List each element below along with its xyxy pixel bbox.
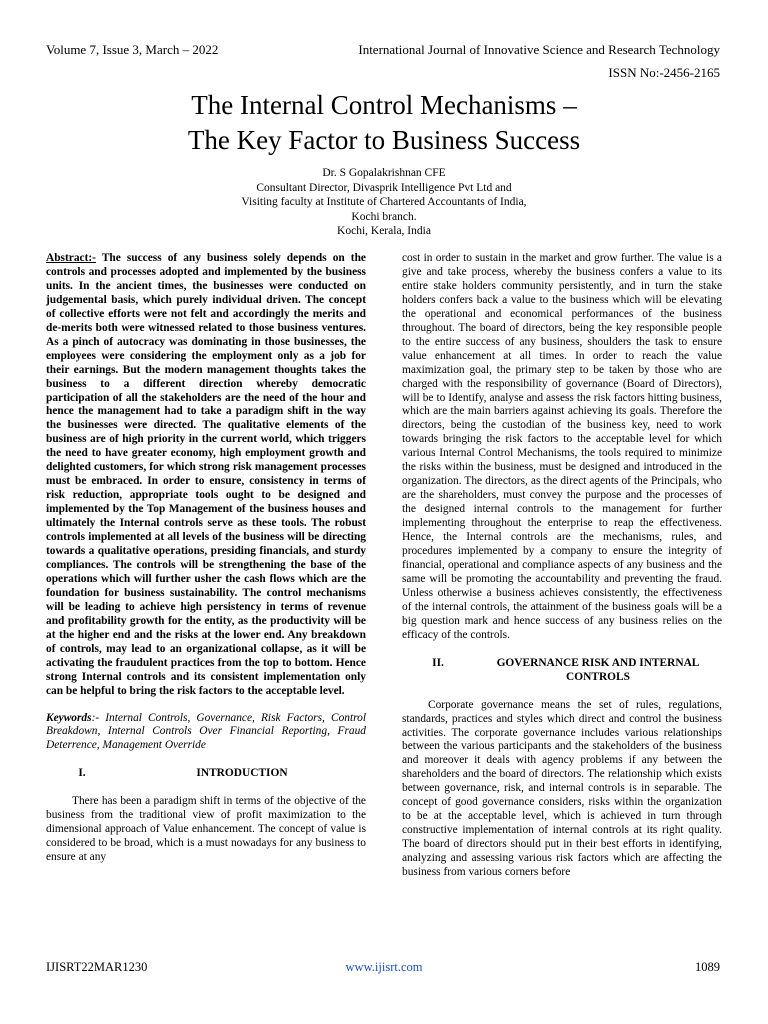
introduction-continued: cost in order to sustain in the market and grow further. The value is a give and take process, whereby the business confers a value to its entire stake holders community persistently, and in turn the stake holders confers back a value to the business which will be elevating the operational and economical performances of the business throughout. The board of directors, being the key responsible people to the entire success of any business, shoulders the task to ensure value enhancement at all times. In order to reach the value maximization goal, the primary step to be taken by those who are charged with the responsibility of governance (Board of Directors), will be to Identify, analyse and assess the risk factors hitting business, which are the main barriers against achieving its goals. Therefore the directors, being the custodian of the business key, need to work towards bringing the risk factors to the acceptable level for which various Internal Control Mechanisms, the tools required to minimize the risks within the business, must be designed and introduced in the organization. The directors, as the direct agents of the Principals, who are the shareholders, must convey the purpose and the processes of the designed internal controls to the management for further implementing throughout the enterprise to reap the effectiveness. Hence, the Internal controls are the mechanisms, rules, and procedures implemented by a company to ensure the integrity of financial, operational and compliance aspects of any business and the same will be promoting the accountability and preventing the fraud. Unless otherwise a business achieves consistently, the effectiveness of the internal controls, the attainment of the business goals will be a big question mark and hence success of any business relies on the efficacy of the controls. <box>402 252 722 641</box>
abstract <box>46 252 366 699</box>
author-block <box>0 166 768 239</box>
section-title: INTRODUCTION <box>196 767 288 780</box>
page-number: 1089 <box>695 960 720 974</box>
left-column <box>46 252 366 865</box>
abstract-text: The success of any business solely depends on the controls and processes adopted and implemented by the business units. In the ancient times, the businesses were conducted on judgemental basis, which purely individual driven. The concept of collective efforts were not felt and accordingly the merits and de-merits both were witnessed related to those business ventures. As a pinch of autocracy was dominating in those businesses, the employees were considering the employment only as a job for their earnings. But the modern management thoughts takes the business to a different direction whereby democratic participation of all the stakeholders are the need of the hour and hence the management had to take a paradigm shift in the way the businesses were directed. The qualitative elements of the business are of high priority in the current world, which triggers the need to have greater economy, high employment growth and delighted customers, for which strong risk management processes must be embraced. In order to ensure, consistency in terms of risk reduction, appropriate tools ought to be designed and implemented by the Top Management of the business houses and ultimately the Internal controls serve as these tools. The robust controls implemented at all levels of the business will be directing towards a qualitative operations, presiding financials, and sturdy compliances. The controls will be strengthening the base of the operations which will further usher the cash flows which are the foundation for business sustainability. The control mechanisms will be leading to achieve high persistency in terms of revenue and profitability growth for the entity, as the productivity will be at the higher end and the risks at the lower end. Any breakdown of controls, may lead to an organizational collapse, as it will be activating the fraudulent practices from the top to bottom. Hence strong Internal controls and its consistent implementation only can be helpful to bring the risk factors to the acceptable level. <box>46 252 366 697</box>
author-name: Dr. S Gopalakrishnan CFE <box>322 167 446 179</box>
keywords-text: :- Internal Controls, Governance, Risk Factors, Control Breakdown, Internal Controls Over Financial Reporting, Fraud Deterrence, Management Override <box>46 711 366 752</box>
abstract-label: Abstract:- <box>46 252 96 264</box>
title-line-2: The Key Factor to Business Success <box>187 125 581 155</box>
governance-paragraph: Corporate governance means the set of rules, regulations, standards, practices and styles which direct and control the business activities. The corporate governance includes various relationships between the various participants and the stakeholders of the business and moreover it deals with agency problems if any between the shareholders and the board of directors. The relationship which exists between governance, risk, and internal controls is in separable. The concept of good governance considers, risks within the organization to be at the acceptable level, which is achieved in turn through constructive implementation of internal controls at its right quality. The board of directors should put in their best efforts in identifying, analyzing and assessing various risk factors which are affecting the business from various corners before <box>402 698 722 879</box>
author-affiliation-1: Consultant Director, Divasprik Intelligence Pvt Ltd and <box>256 181 512 194</box>
journal-name: International Journal of Innovative Science and Research Technology <box>358 42 720 57</box>
issn-number: ISSN No:-2456-2165 <box>608 65 720 80</box>
paper-title <box>0 88 768 158</box>
volume-issue: Volume 7, Issue 3, March – 2022 <box>46 42 219 57</box>
section-number: I. <box>78 767 86 780</box>
section-heading-governance <box>402 657 722 685</box>
introduction-paragraph: There has been a paradigm shift in terms of the objective of the business from the traditional view of profit maximization to the dimensional approach of Value enhancement. The concept of value is considered to be broad, which is a must nowadays for any business to ensure at any <box>46 795 366 864</box>
section-title <box>474 657 722 685</box>
section-number: II. <box>432 656 444 669</box>
journal-website-link[interactable]: www.ijisrt.com <box>345 960 423 974</box>
section-title-line-1: GOVERNANCE RISK AND INTERNAL <box>496 656 700 669</box>
section-title-line-2: CONTROLS <box>566 670 630 683</box>
paper-id: IJISRT22MAR1230 <box>46 960 148 974</box>
author-affiliation-2: Visiting faculty at Institute of Chartered Accountants of India, <box>241 196 527 208</box>
keywords-label: Keywords <box>46 711 92 724</box>
title-line-1: The Internal Control Mechanisms – <box>191 90 577 120</box>
right-column <box>402 252 722 880</box>
author-affiliation-3: Kochi branch. <box>351 210 417 223</box>
author-affiliation-4: Kochi, Kerala, India <box>337 225 431 237</box>
keywords <box>46 712 366 754</box>
section-heading-introduction <box>46 767 366 781</box>
